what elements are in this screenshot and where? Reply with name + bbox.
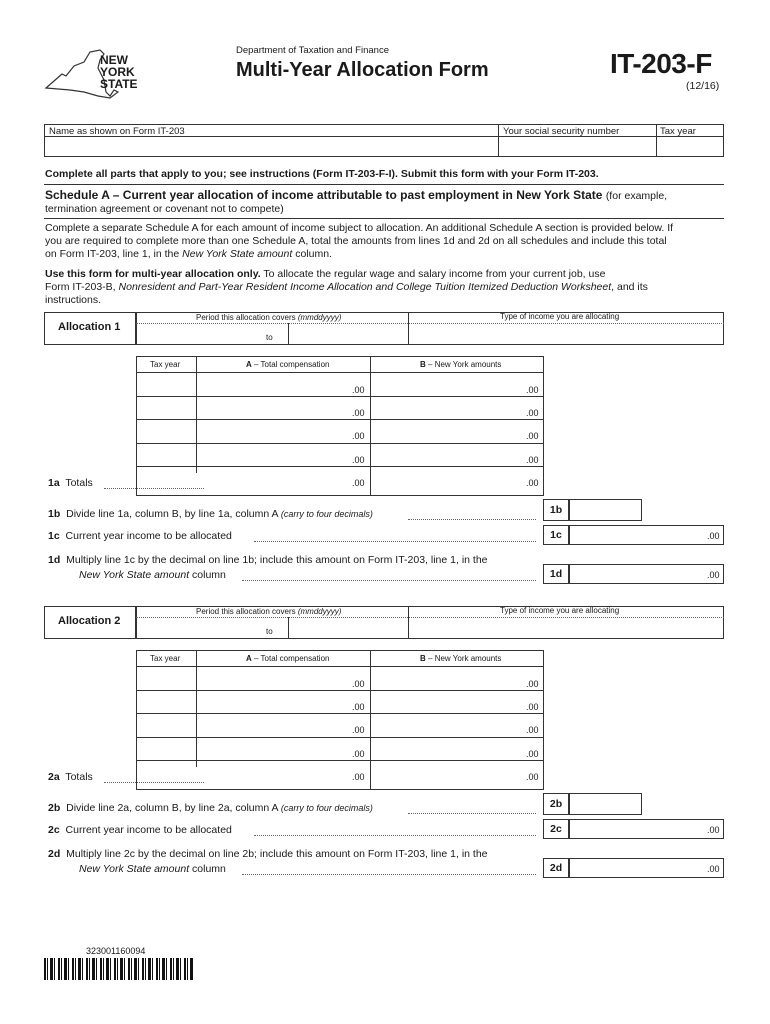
department: Department of Taxation and Finance [236,45,389,56]
period-label [196,607,341,617]
total-a-cents: .00 [352,478,365,488]
row1-b-input[interactable] [371,667,543,689]
col-b-letter: B [420,360,426,369]
line-d-text2a: New York State amount [79,863,190,875]
line-c-text: Current year income to be allocated [65,824,232,836]
row2-a-cents: .00 [352,408,365,418]
col-b-header [420,654,501,664]
name-label: Name as shown on Form IT-203 [49,126,185,137]
totals-label: Totals [65,477,93,489]
ssn-label: Your social security number [503,126,620,137]
line-d-text: Multiply line 2c by the decimal on line 2b; include this amount on Form IT-203, line 1, in the [66,848,488,860]
col-a-letter: A [246,654,252,663]
revision: (12/16) [686,80,720,92]
allocation-label: Allocation 2 [58,615,121,627]
line-d-text2b: column [192,569,226,581]
nys-logo [40,46,152,100]
col-a-letter: A [246,360,252,369]
form-id: IT-203-F [610,48,712,79]
line-d [48,848,488,861]
period-format: (mmddyyyy) [297,313,342,322]
col-a-header [246,654,329,664]
para1-line1: Complete a separate Schedule A for each amount of income subject to allocation. An additional Schedule A section is provided below. If [45,222,674,234]
para2-line2b: Nonresident and Part-Year Resident Income Allocation and College Tuition Itemized Deduction Worksheet [118,281,612,293]
line-d-label: 1d [543,564,569,584]
col-b-text: – New York amounts [428,654,502,663]
total-b-cents: .00 [526,478,539,488]
line-d-text2b: column [192,863,226,875]
instructions: Complete all parts that apply to you; see instructions (Form IT-203-F-I). Submit this form with your Form IT-203. [45,168,599,180]
name-input[interactable] [45,137,497,156]
line-c [48,824,232,837]
para1-line3b: New York State amount [182,248,293,260]
income-type-input[interactable] [409,324,723,344]
to-label: to [266,627,273,636]
line-b-label: 1b [543,499,569,521]
row3-b-cents: .00 [526,431,539,441]
para2-line3: instructions. [45,294,102,306]
totals-label: Totals [65,771,93,783]
period-to-input[interactable] [289,324,407,344]
period-from-input[interactable] [137,324,287,344]
line-c-text: Current year income to be allocated [65,530,232,542]
line-d-label: 2d [543,858,569,878]
schedule-a-title-tail: (for example, [605,190,668,202]
period-text: Period this allocation covers [196,313,296,322]
tax-year-label: Tax year [660,126,696,137]
period-format: (mmddyyyy) [297,607,342,616]
row1-b-cents: .00 [526,385,539,395]
line-d-input[interactable] [569,858,724,878]
line-d-num: 1d [48,554,61,566]
line-d-text2a: New York State amount [79,569,190,581]
logo-line-2: YORK [100,65,135,79]
row2-b-cents: .00 [526,702,539,712]
col-a-text: – Total compensation [254,360,330,369]
row4-a-cents: .00 [352,749,365,759]
line-d-2 [79,569,226,582]
para1-line3 [45,248,332,261]
schedule-a-subtitle: termination agreement or covenant not to compete) [45,203,284,215]
para1-line2: you are required to complete more than one Schedule A, total the amounts from lines 1d and 2d on all schedules and include this total [45,235,667,247]
para2-rest: To allocate the regular wage and salary income from your current job, use [263,268,606,280]
allocation-label: Allocation 1 [58,321,121,333]
ssn-input[interactable] [499,137,655,156]
schedule-a-title: Schedule A – Current year allocation of income attributable to past employment in New York State [45,188,603,202]
logo-line-3: STATE [100,77,138,91]
row1-b-cents: .00 [526,679,539,689]
line-c-cents: .00 [707,825,720,835]
total-b-cents: .00 [526,772,539,782]
row1-a-cents: .00 [352,679,365,689]
col-tax-year: Tax year [150,654,181,663]
line-b-num: 2b [48,802,61,814]
para2-line2a: Form IT-203-B, [45,281,116,293]
line-c-cents: .00 [707,531,720,541]
row1-b-input[interactable] [371,373,543,395]
para1-line3c: column. [295,248,332,260]
row3-a-cents: .00 [352,725,365,735]
line-b-input[interactable] [569,793,642,815]
line-d-2 [79,863,226,876]
col-b-letter: B [420,654,426,663]
barcode [44,958,194,980]
totals-line [48,771,93,784]
line-d-cents: .00 [707,570,720,580]
logo-line-1: NEW [100,53,128,67]
line-c-input[interactable] [569,525,724,545]
period-label [196,313,341,323]
col-b-header [420,360,501,370]
type-label: Type of income you are allocating [500,312,620,321]
col-a-text: – Total compensation [254,654,330,663]
para2-line2c: , and its [611,281,648,293]
period-text: Period this allocation covers [196,607,296,616]
row1-tax-year-input[interactable] [137,373,195,395]
totals-num: 1a [48,477,60,489]
line-c-label: 1c [543,525,569,545]
line-d-cents: .00 [707,864,720,874]
row4-b-cents: .00 [526,749,539,759]
state-outline-icon [40,46,152,100]
totals-num: 2a [48,771,60,783]
schedule-a-heading [45,188,667,203]
para2-line1 [45,268,605,281]
line-d-input[interactable] [569,564,724,584]
period-to-input[interactable] [289,618,407,638]
type-label: Type of income you are allocating [500,606,620,615]
line-b-note: (carry to four decimals) [280,509,373,519]
to-label: to [266,333,273,342]
line-c [48,530,232,543]
line-b-text: Divide line 2a, column B, by line 2a, column A [66,802,278,814]
line-b-input[interactable] [569,499,642,521]
page-title: Multi-Year Allocation Form [236,59,489,81]
line-b-text: Divide line 1a, column B, by line 1a, column A [66,508,278,520]
line-c-label: 2c [543,819,569,839]
row2-a-cents: .00 [352,702,365,712]
row3-a-cents: .00 [352,431,365,441]
col-tax-year: Tax year [150,360,181,369]
line-c-num: 2c [48,824,60,836]
row1-a-cents: .00 [352,385,365,395]
line-b-note: (carry to four decimals) [280,803,373,813]
line-d-text: Multiply line 1c by the decimal on line 1b; include this amount on Form IT-203, line 1, in the [66,554,488,566]
allocation-2 [0,603,770,878]
line-d [48,554,488,567]
line-b-num: 1b [48,508,61,520]
totals-line [48,477,93,490]
row2-b-cents: .00 [526,408,539,418]
line-c-input[interactable] [569,819,724,839]
row1-tax-year-input[interactable] [137,667,195,689]
line-d-num: 2d [48,848,61,860]
row1-a-input[interactable] [197,373,369,395]
line-b-label: 2b [543,793,569,815]
tax-year-input[interactable] [657,137,723,156]
line-c-num: 1c [48,530,60,542]
row4-a-cents: .00 [352,455,365,465]
barcode-number: 323001160094 [86,946,146,956]
para1-line3a: on Form IT-203, line 1, in the [45,248,180,260]
income-type-input[interactable] [409,618,723,638]
line-b [48,508,373,521]
row3-b-cents: .00 [526,725,539,735]
period-from-input[interactable] [137,618,287,638]
col-a-header [246,360,329,370]
para2-bold: Use this form for multi-year allocation only. [45,268,261,280]
row1-a-input[interactable] [197,667,369,689]
para2-line2 [45,281,648,294]
allocation-1 [0,309,770,584]
col-b-text: – New York amounts [428,360,502,369]
total-a-cents: .00 [352,772,365,782]
line-b [48,802,373,815]
row4-b-cents: .00 [526,455,539,465]
